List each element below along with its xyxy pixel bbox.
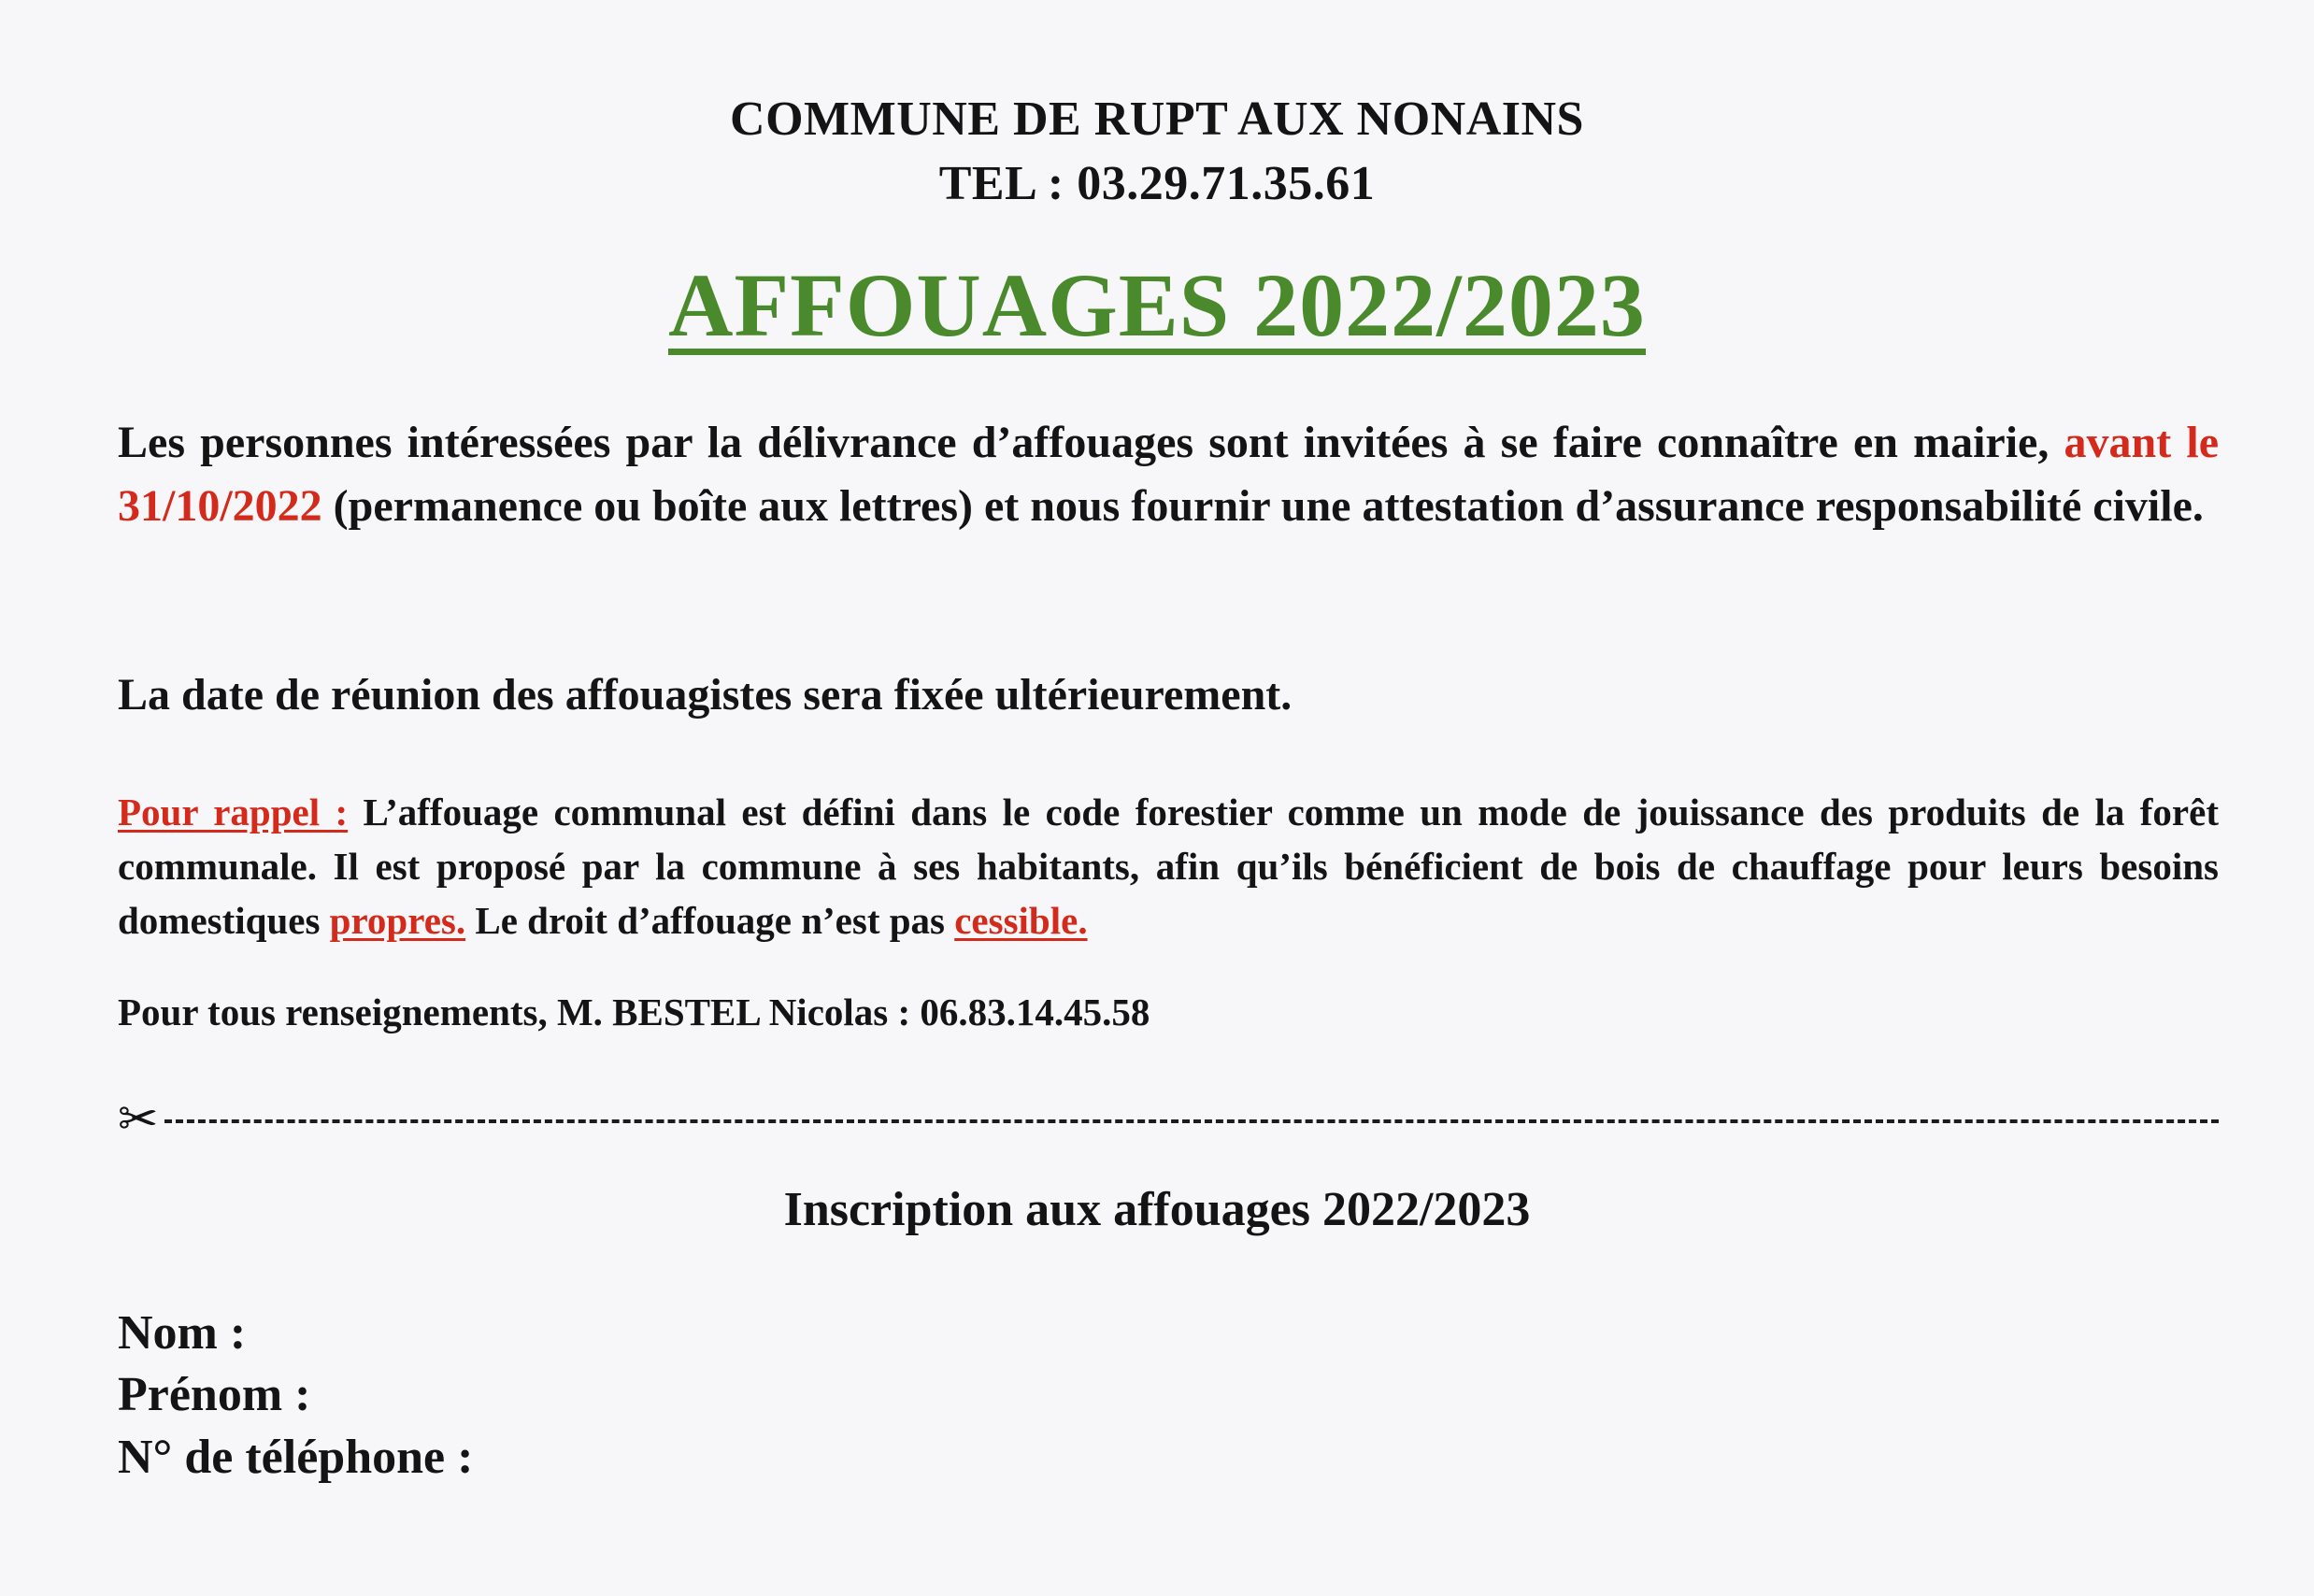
reunion-paragraph: La date de réunion des affouagistes sera fixée ultérieurement.: [118, 670, 1293, 720]
coupon-title: Inscription aux affouages 2022/2023: [783, 1183, 1531, 1236]
intro-text-2: (permanence ou boîte aux lettres) et nous fournir une attestation d’assurance responsabilité civile.: [321, 481, 2204, 531]
rappel-text-1: L’affouage communal est défini dans le code forestier comme un mode de jouissance des produits de la forêt communale. Il est proposé par la commune à ses habitants, afin qu’ils bénéficient de bois de chauffage pour leurs besoins domestiques: [118, 791, 2219, 942]
contact-line: Pour tous renseignements, M. BESTEL Nicolas : 06.83.14.45.58: [118, 990, 1150, 1033]
commune-name: COMMUNE DE RUPT AUX NONAINS: [730, 93, 1584, 146]
cut-line: [118, 1091, 2219, 1147]
telephone-field-label: N° de téléphone :: [118, 1431, 474, 1484]
nom-field-label: Nom :: [118, 1306, 247, 1360]
page-title-text: AFFOUAGES 2022/2023: [668, 255, 1646, 355]
intro-text-1: Les personnes intéressées par la délivrance d’affouages sont invitées à se faire connaître en mairie,: [118, 418, 2064, 467]
intro-paragraph: [118, 411, 2219, 538]
commune-phone: TEL : 03.29.71.35.61: [938, 157, 1376, 210]
scissors-icon: ✂: [118, 1091, 159, 1147]
page-title: [0, 254, 2314, 357]
deadline-text: avant le 31/10/2022: [118, 418, 2220, 531]
rappel-word-propres: propres.: [329, 899, 466, 942]
dashed-divider: [164, 1119, 2219, 1123]
rappel-paragraph: [118, 785, 2219, 948]
rappel-label: Pour rappel :: [118, 791, 349, 834]
rappel-word-cessible: cessible.: [954, 899, 1088, 942]
prenom-field-label: Prénom :: [118, 1368, 311, 1421]
rappel-text-2: Le droit d’affouage n’est pas: [465, 899, 955, 942]
